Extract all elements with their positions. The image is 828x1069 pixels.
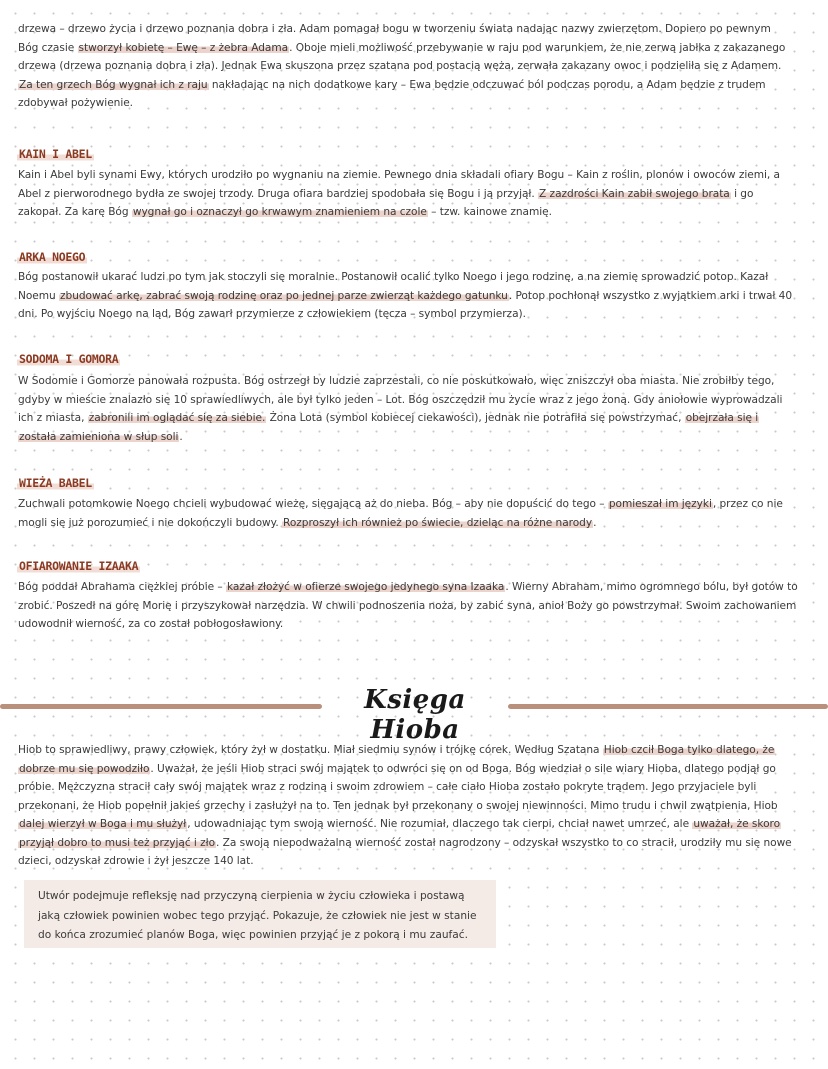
divider-line-right	[508, 704, 828, 709]
highlight: wygnał go i oznaczył go krwawym znamieniem na czole	[132, 206, 427, 218]
highlight: Z zazdrości Kain zabił swojego brata	[539, 187, 730, 200]
arka-paragraph: Bóg postanowił ukarać ludzi po tym jak stoczyli się moralnie. Postanowił ocalić tylko Noego i jego rodzinę, a na ziemię sprowadzić potop. Kazał Noemu zbudować arkę, zabrać swoją rodzinę oraz po jednej parze zwierząt każdego gatunku. Potop pochłonął wszystko z wyjątkiem arki i trwał 40 dni. Po wyjściu Noego na ląd, Bóg zawarł przymierze z człowiekiem (tęcza – symbol przymierza).	[18, 271, 793, 320]
babel-paragraph: Zuchwali potomkowie Noego chcieli wybudować wieżę, sięgającą aż do nieba. Bóg – aby nie dopuścić do tego – pomieszał im języki, przez co nie mogli się już porozumieć i nie dokończyli budowy. Rozproszył ich również po świecie, dzieląc na różne narody.	[18, 498, 783, 529]
highlight: zabronili im oglądać się za siebie.	[88, 412, 266, 424]
highlight: Hiob czcił Boga tylko dlatego, że	[603, 744, 775, 756]
highlight: pomieszał im języki	[608, 498, 712, 510]
highlight: kazał złożyć w ofierze swojego jedynego syna Izaaka	[226, 581, 505, 593]
section-title-sodoma-i-gomora: SODOMA I GOMORA	[19, 352, 119, 366]
highlight: dalej wierzył w Boga i mu służył	[19, 818, 187, 830]
section-title-arka-noego: ARKA NOEGO	[19, 250, 86, 264]
highlight: obejrzała się i	[685, 412, 759, 424]
kain-paragraph: Kain i Abel byli synami Ewy, których urodziło po wygnaniu na ziemie. Pewnego dnia składali ofiary Bogu – Kain z roślin, plonów i owoców ziemi, a Abel z pierworodnego bydła ze swojej trzody. Druga ofiara bardziej spodobała się Bogu i ją przyjął. Z zazdrości Kain zabił swojego brata i go zakopał. Za karę Bóg wygnał go i oznaczył go krwawym znamieniem na czole – tzw. kainowe znamię.	[18, 169, 780, 218]
divider-line-left	[0, 704, 322, 709]
section-title-wieza-babel: WIEŻA BABEL	[19, 476, 92, 490]
sodoma-paragraph: W Sodomie i Gomorze panowała rozpusta. Bóg ostrzegł by ludzie zaprzestali, co nie poskutkowało, więc zniszczył oba miasta. Nie zrobiłby tego, gdyby w mieście znalazło się 10 sprawiedliwych, ale był tylko jeden – Lot. Bóg oszczędził mu życie wraz z jego żoną. Gdy aniołowie wyprowadzali ich z miasta, zabronili im oglądać się za siebie. Żona Lota (symbol kobiecej ciekawości), jednak nie potrafiła się powstrzymać, obejrzała się i została zamieniona w słup soli.	[18, 375, 783, 443]
highlight: Za ten grzech Bóg wygnał ich z raju	[19, 78, 208, 91]
highlight: zbudować arkę, zabrać swoją rodzinę oraz po jednej parze zwierząt każdego gatunku	[60, 289, 508, 302]
chapter-title: Księga Hioba	[364, 685, 466, 745]
summary-note-text: Utwór podejmuje refleksję nad przyczyną cierpienia w życiu człowieka i postawą jaką człowiek powinien wobec tego przyjąć. Pokazuje, że człowiek nie jest w stanie do końca zrozumieć planów Boga, więc powinien przyjąć je z pokorą i mu zaufać.	[38, 890, 477, 941]
section-title-kain-i-abel: KAIN I ABEL	[19, 147, 92, 161]
highlight: została zamieniona w słup soli	[19, 430, 179, 443]
summary-note-box	[24, 880, 496, 948]
intro-paragraph: drzewa – drzewo życia i drzewo poznania dobra i zła. Adam pomagał bogu w tworzeniu świata nadając nazwy zwierzętom. Dopiero po pewnym Bóg czasie stworzył kobietę – Ewę – z żebra Adama. Oboje mieli możliwość przebywanie w raju pod warunkiem, że nie zerwą jabłka z zakazanego drzewa (drzewa poznania dobra i zła). Jednak Ewa skuszona przez szatana pod postacią węża, zerwała zakazany owoc i podzieliła się z Adamem. Za ten grzech Bóg wygnał ich z raju nakładając na nich dodatkowe kary – Ewa będzie odczuwać ból podczas porodu, a Adam będzie z trudem zdobywał pożywienie.	[18, 23, 786, 109]
section-title-ofiarowanie-izaaka: OFIAROWANIE IZAAKA	[19, 559, 139, 573]
highlight: dobrze mu się powodziło	[19, 762, 150, 775]
highlight: Rozproszył ich również po świecie, dzieląc na różne narody	[283, 516, 593, 529]
izaak-paragraph: Bóg poddał Abrahama ciężkiej próbie – kazał złożyć w ofierze swojego jedynego syna Izaaka. Wierny Abraham, mimo ogromnego bólu, był gotów to zrobić. Poszedł na górę Morię i przyszykował narzędzia. W chwili podnoszenia noża, by zabić syna, anioł Boży go powstrzymał. Swoim zachowaniem udowodnił wierność, za co został pobłogosławiony.	[18, 581, 798, 630]
hiob-paragraph: Hiob to sprawiedliwy, prawy człowiek, który żył w dostatku. Miał siedmiu synów i trójkę córek. Według Szatana Hiob czcił Boga tylko dlatego, że dobrze mu się powodziło. Uważał, że jeśli Hiob straci swój majątek to odwróci się on od Boga. Bóg wiedział o sile wiary Hioba, dlatego podjął go próbie. Mężczyzna stracił cały swój majątek wraz z rodziną i swoim zdrowiem – całe ciało Hioba zostało pokryte trądem. Jego przyjaciele byli przekonani, że Hiob popełnił jakieś grzechy i zasłużył na to. Ten jednak był przekonany o swojej niewinności. Mimo trudu i chwil zwątpienia, Hiob dalej wierzył w Boga i mu służył, udowadniając tym swoją wierność. Nie rozumiał, dlaczego tak cierpi, chciał nawet umrzeć, ale uważał, że skoro przyjął dobro to musi też przyjąć i zło. Za swoją niepodważalną wierność został nagrodzony – odzyskał wszystko to co stracił, urodziły mu się nowe dzieci, odzyskał zdrowie i żył jeszcze 140 lat.	[18, 744, 792, 867]
highlight: przyjął dobro to musi też przyjąć i zło	[19, 836, 216, 849]
highlight: uważał, że skoro	[693, 818, 781, 830]
highlight: stworzył kobietę – Ewę – z żebra Adama	[78, 41, 289, 54]
